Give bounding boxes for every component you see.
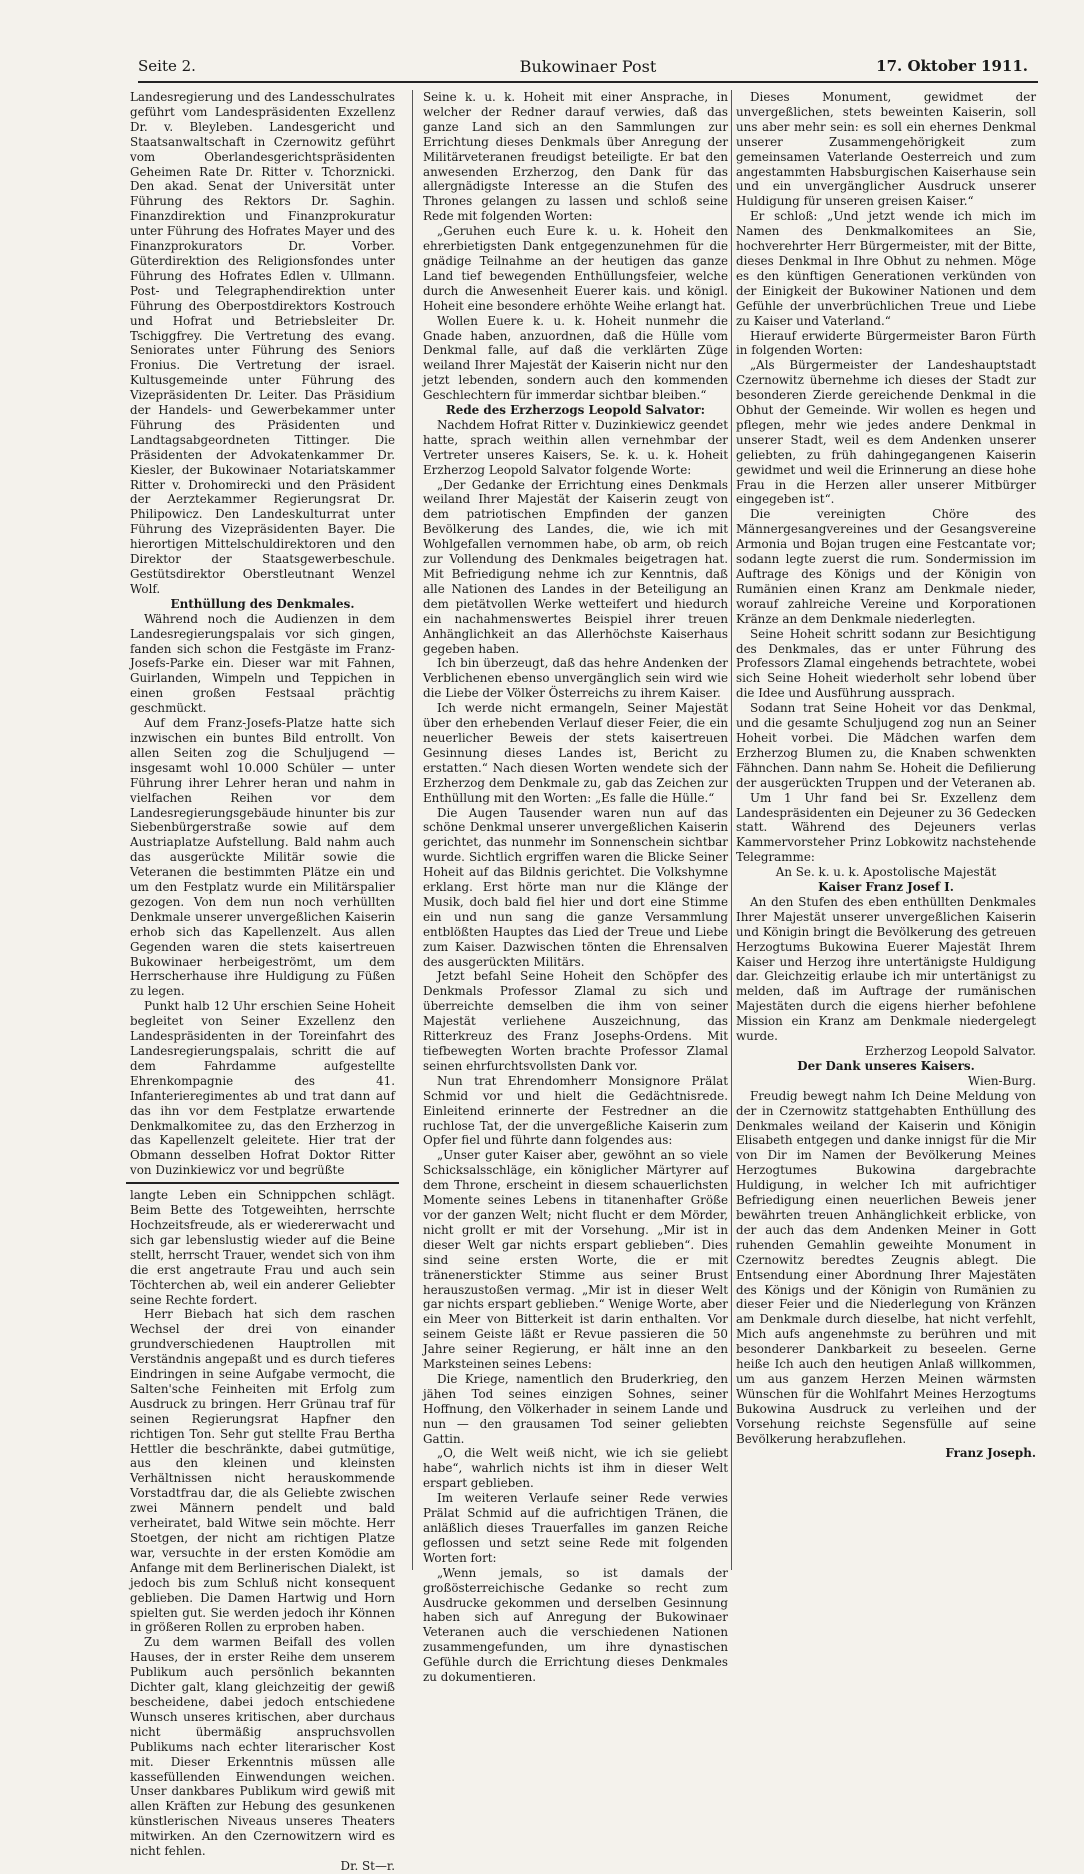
paragraph: Im weiteren Verlaufe seiner Rede verwies Prälat Schmid auf die aufrichtigen Tränen, die anläßlich dieses Trauerfalles im ganzen Reiche geflossen und setzt seine Rede mit folgenden Worten fort: xyxy=(423,1491,728,1565)
section-heading: Der Dank unseres Kaisers. xyxy=(797,1058,975,1073)
column-divider xyxy=(731,90,732,1570)
column-1 xyxy=(130,90,395,1873)
paragraph: Freudig bewegt nahm Ich Deine Meldung von der in Czernowitz stattgehabten Enthüllung des Denkmales weiland der Kaiserin und Königin Elisabeth entgegen und danke innigst für die Mir von Dir im Namen der Bevölkerung Meines Herzogtumes Bukowina dargebrachte Huldigung, in welcher Ich mit aufrichtiger Befriedigung einen neuerlichen Beweis jener bewährten treuen Anhänglichkeit erblicke, von der auch das dem Andenken Meiner in Gott ruhenden Gemahlin geweihte Monument in Czernowitz beredtes Zeugnis ablegt. Die Entsendung einer Abordnung Ihrer Majestäten des Königs und der Königin von Rumänien zu dieser Feier und die Niederlegung von Kränzen am Denkmale durch dieselbe, hat nicht verfehlt, Mich aufs angenehmste zu berühren und mit besonderer Dankbarkeit zu beseelen. Gerne heiße Ich auch den heutigen Anlaß willkommen, um aus ganzem Herzen Meinen wärmsten Wünschen für die Wohlfahrt Meines Herzogtums Bukowina Ausdruck zu verleihen und der Vorsehung reichste Segensfülle auf seine Bevölkerung herabzuflehen. xyxy=(736,1088,1036,1446)
paragraph: Während noch die Audienzen in dem Landesregierungspalais vor sich gingen, fanden sich schon die Festgäste im Franz-Josefs-Parke ein. Dieser war mit Fahnen, Guirlanden, Wimpeln und Teppichen in einen großen Festsaal prächtig geschmückt. xyxy=(130,611,395,716)
section-heading: Rede des Erzherzogs Leopold Salvator: xyxy=(445,403,706,418)
paragraph: Nun trat Ehrendomherr Monsignore Prälat Schmid vor und hielt die Gedächtnisrede. Einleitend erinnerte der Festredner an die ruchlose Tat, der die unvergeßliche Kaiserin zum Opfer fiel und führte dann folgendes aus: xyxy=(423,1073,728,1148)
page-header xyxy=(138,55,1038,83)
paragraph: „Wenn jemals, so ist damals der großösterreichische Gedanke so recht zum Ausdrucke gekommen und derselben Gesinnung haben sich auf Anregung der Bukowinaer Veteranen auch die verschiedenen Nationen zusammengefunden, um ihre dynastischen Gefühle durch die Errichtung dieses Denkmales zu dokumentieren. xyxy=(423,1565,728,1685)
telegram-signature: Franz Joseph. xyxy=(945,1446,1036,1461)
paragraph: Um 1 Uhr fand bei Sr. Exzellenz dem Landespräsidenten ein Dejeuner zu 36 Gedecken statt. Während des Dejeuners verlas Kammervorsteher Prinz Lobkowitz nachstehende Telegramme: xyxy=(736,790,1036,865)
paragraph: Ich werde nicht ermangeln, Seiner Majestät über den erhebenden Verlauf dieser Feier, die ein neuerlicher Beweis der stets kaisertreuen Gesinnung dieses Landes ist, Bericht zu erstatten.“ Nach diesen Worten wendete sich der Erzherzog dem Denkmale zu, gab das Zeichen zur Enthüllung mit den Worten: „Es falle die Hülle.“ xyxy=(423,701,728,805)
page-number: Seite 2. xyxy=(138,57,196,75)
section-divider xyxy=(126,1182,399,1184)
telegram-address: An Se. k. u. k. Apostolische Majestät xyxy=(775,865,997,880)
paragraph: Ich bin überzeugt, daß das hehre Andenken der Verblichenen ebenso unvergänglich sein wird wie die Liebe der Völker Österreichs zu ihrem Kaiser. xyxy=(423,656,728,701)
paragraph: Dieses Monument, gewidmet der unvergeßlichen, stets beweinten Kaiserin, soll uns aber mehr sein: es soll ein ehernes Denkmal unserer Zusammengehörigkeit zum gemeinsamen Vaterlande Oesterreich und zum angestammten Habsburgischen Kaiserhause sein und ein unvergänglicher Ausdruck unserer Huldigung für unseren greisen Kaiser.“ xyxy=(736,90,1036,209)
paragraph: Punkt halb 12 Uhr erschien Seine Hoheit begleitet von Seiner Exzellenz den Landespräsidenten in der Toreinfahrt des Landesregierungspalais, schritt die auf dem Fahrdamme aufgestellte Ehrenkompagnie des 41. Infanterieregimentes ab und trat dann auf das ihn vor dem Festplatze erwartende Denkmalkomitee zu, das den Erzherzog in das Kapellenzelt geleitete. Hier trat der Obmann desselben Hofrat Doktor Ritter von Duzinkiewicz vor und begrüßte xyxy=(130,999,395,1178)
section-heading: Kaiser Franz Josef I. xyxy=(818,880,954,895)
paragraph: Er schloß: „Und jetzt wende ich mich im Namen des Denkmalkomitees an Sie, hochverehrter Herr Bürgermeister, mit der Bitte, dieses Denkmal in Ihre Obhut zu nehmen. Möge es den künftigen Generationen verkünden von der Einigkeit der Bukowiner Nationen und dem Gefühle der unverbrüchlichen Treue und Liebe zu Kaiser und Vaterland.“ xyxy=(736,209,1036,328)
paragraph: Herr Biebach hat sich dem raschen Wechsel der drei von einander grundverschiedenen Hauptrollen mit Verständnis angepaßt und es durch tieferes Eindringen in seine Aufgabe vermocht, die Salten'sche Feinheiten mit Erfolg zum Ausdruck zu bringen. Herr Grünau traf für seinen Regierungsrat Hapfner den richtigen Ton. Sehr gut stellte Frau Bertha Hettler die beschränkte, dabei gutmütige, aus den kleinen und kleinsten Verhältnissen nicht herauskommende Vorstadtfrau dar, die als Geliebte zwischen zwei Männern pendelt und bald verheiratet, bald Witwe sein möchte. Herr Stoetgen, der nicht am richtigen Platze war, versuchte in der ersten Komödie am Anfange mit dem Berlinerischen Dialekt, ist jedoch bis zum Schluß nicht konsequent geblieben. Die Damen Hartwig und Horn spielten gut. Sie werden jedoch ihr Können in größeren Rollen zu erproben haben. xyxy=(130,1307,395,1635)
newspaper-title: Bukowinaer Post xyxy=(519,57,657,76)
paragraph: Seine k. u. k. Hoheit mit einer Ansprache, in welcher der Redner darauf verwies, daß das ganze Land sich an den Sammlungen zur Errichtung dieses Denkmals über Anregung der Militärveteranen freudigst beteiligte. Er bat den anwesenden Erzherzog, den Dank für das allergnädigste Interesse an die Stufen des Thrones gelangen zu lassen und schloß seine Rede mit folgenden Worten: xyxy=(423,90,728,224)
section-heading: Enthüllung des Denkmales. xyxy=(170,596,355,611)
issue-date: 17. Oktober 1911. xyxy=(876,57,1028,75)
column-3 xyxy=(736,90,1036,1560)
paragraph: Die Augen Tausender waren nun auf das schöne Denkmal unserer unvergeßlichen Kaiserin gerichtet, das nunmehr im Sonnenschein sichtbar wurde. Sichtlich ergriffen waren die Blicke Seiner Hoheit auf das Bildnis gerichtet. Die Volkshymne erklang. Erst hörte man nur die Klänge der Musik, doch bald fiel hier und dort eine Stimme ein und nun sang die ganze Versammlung entblößten Hauptes das Lied der Treue und Liebe zum Kaiser. Dazwischen tönten die Ehrensalven des ausgerückten Militärs. xyxy=(423,805,728,969)
paragraph: Sodann trat Seine Hoheit vor das Denkmal, und die gesamte Schuljugend zog nun an Seiner Hoheit vorbei. Die Mädchen warfen dem Erzherzog Blumen zu, die Knaben schwenkten Fähnchen. Dann nahm Se. Hoheit die Defilierung der ausgerückten Truppen und der Veteranen ab. xyxy=(736,701,1036,790)
column-divider xyxy=(412,90,413,1570)
paragraph: „Der Gedanke der Errichtung eines Denkmals weiland Ihrer Majestät der Kaiserin zeugt von dem patriotischen Empfinden der ganzen Bevölkerung des Landes, die, wie ich mit Wohlgefallen vernommen habe, ob arm, ob reich zur Vollendung des Denkmales beigetragen hat. Mit Befriedigung nehme ich zur Kenntnis, daß alle Nationen des Landes in der Beteiligung an dem pietätvollen Werke wetteifert und hiedurch ein nachahmenswertes Beispiel ihrer treuen Anhänglichkeit an das Allerhöchste Kaiserhaus gegeben haben. xyxy=(423,477,728,656)
paragraph: Die Kriege, namentlich den Bruderkrieg, den jähen Tod seines einzigen Sohnes, seiner Hoffnung, den Völkerhader in seinem Lande und nun — den grausamen Tod seiner geliebten Gattin. xyxy=(423,1371,728,1446)
paragraph: „Als Bürgermeister der Landeshauptstadt Czernowitz übernehme ich dieses der Stadt zur besonderen Zierde gereichende Denkmal in die Obhut der Gemeinde. Wir wollen es hegen und pflegen, mehr wie jedes andere Denkmal in unserer Stadt, weil es dem Andenken unserer geliebten, zu früh dahingegangenen Kaiserin gewidmet und weil die Erinnerung an diese hohe Frau in die Herzen aller unserer Mitbürger eingegeben ist“. xyxy=(736,358,1036,507)
author-signature: Dr. St—r. xyxy=(340,1858,395,1873)
paragraph: Wollen Euere k. u. k. Hoheit nunmehr die Gnade haben, anzuordnen, daß die Hülle vom Denkmal falle, auf daß die verklärten Züge weiland Ihrer Majestät der Kaiserin nicht nur den jetzt lebenden, sondern auch den kommenden Geschlechtern für immerdar sichtbar bleiben.“ xyxy=(423,313,728,403)
paragraph: Auf dem Franz-Josefs-Platze hatte sich inzwischen ein buntes Bild entrollt. Von allen Seiten zog die Schuljugend — insgesamt wohl 10.000 Schüler — unter Führung ihrer Lehrer heran und nahm in vielfachen Reihen vor dem Landesregierungsgebäude hinunter bis zur Siebenbürgerstraße sowie auf dem Austriaplatze Aufstellung. Bald nahm auch das ausgerückte Militär sowie die Veteranen die bestimmten Plätze ein und um den Festplatz wurde ein Militärspalier gezogen. Von dem nun noch verhüllten Denkmale unserer unvergeßlichen Kaiserin erhob sich das Kapellenzelt. Aus allen Gegenden waren die stets kaisertreuen Bukowinaer herbeigeströmt, um dem Herrscherhause ihre Huldigung zu Füßen zu legen. xyxy=(130,716,395,999)
paragraph: „Unser guter Kaiser aber, gewöhnt an so viele Schicksalsschläge, ein königlicher Märtyrer auf dem Throne, erscheint in diesem schauerlichsten Momente seines Lebens in titanenhafter Größe vor der ganzen Welt; nicht flucht er dem Mörder, nicht grollt er mit der Vorsehung. „Mir ist in dieser Welt gar nichts erspart geblieben“. Dies sind seine ersten Worte, die er mit tränenerstickter Stimme aus seiner Brust herauszustoßen vermag. „Mir ist in dieser Welt gar nichts erspart geblieben.“ Wenige Worte, aber ein Meer von Bitterkeit ist darin enthalten. Vor seinem Geiste läßt er Revue passieren die 50 Jahre seiner Regierung, er hält inne an den Marksteinen seines Lebens: xyxy=(423,1148,728,1372)
paragraph: Landesregierung und des Landesschulrates geführt vom Landespräsidenten Exzellenz Dr. v. Bleyleben. Landesgericht und Staatsanwaltschaft in Czernowitz geführt vom Oberlandesgerichtspräsidenten Geheimen Rate Dr. Ritter v. Tchorznicki. Den akad. Senat der Universität unter Führung des Rektors Dr. Saghin. Finanzdirektion und Finanzprokuratur unter Führung des Hofrates Mayer und des Finanzprokurators Dr. Vorber. Güterdirektion des Religionsfondes unter Führung des Hofrates Edlen v. Ullmann. Post- und Telegraphendirektion unter Führung des Oberpostdirektors Kostrouch und Hofrat und Betriebsleiter Dr. Tschiggfrey. Die Vertretung des evang. Seniorates unter Führung des Seniors Fronius. Die Vertretung der israel. Kultusgemeinde unter Führung des Vizepräsidenten Dr. Leiter. Das Präsidium der Handels- und Gewerbekammer unter Führung des Präsidenten und Landtagsabgeordneten Tittinger. Die Präsidenten der Advokatenkammer Dr. Kiesler, der Bukowinaer Notariatskammer Ritter v. Drohomirecki und den Präsident der Aerztekammer Regierungsrat Dr. Philipowicz. Den Landeskulturrat unter Führung des Vizepräsidenten Bayer. Die hierortigen Mittelschuldirektoren und den Direktor der Staatsgewerbeschule. Gestütsdirektor Oberstleutnant Wenzel Wolf. xyxy=(130,90,395,596)
paragraph: Seine Hoheit schritt sodann zur Besichtigung des Denkmales, das er unter Führung des Professors Zlamal eingehends betrachtete, wobei sich Seine Hoheit wiederholt sehr lobend über die Idee und Ausführung aussprach. xyxy=(736,626,1036,701)
paragraph: Die vereinigten Chöre des Männergesangvereines und der Gesangsvereine Armonia und Bojan trugen eine Festcantate vor; sodann legte zuerst die rum. Sondermission im Auftrage des Königs und der Königin von Rumänien einen Kranz am Denkmale nieder, worauf zahlreiche Vereine und Korporationen Kränze an dem Denkmale niederlegten. xyxy=(736,507,1036,626)
paragraph: langte Leben ein Schnippchen schlägt. Beim Bette des Totgeweihten, herrschte Hochzeitsfreude, als er wiedererwacht und sich gar lebenslustig wieder auf die Beine stellt, herrscht Trauer, wendet sich von ihm die erst angetraute Frau und auch sein Töchterchen ab, weil ein anderer Geliebter seine Rechte fordert. xyxy=(130,1188,395,1307)
paragraph: Jetzt befahl Seine Hoheit den Schöpfer des Denkmals Professor Zlamal zu sich und überreichte demselben die ihm von seiner Majestät verliehene Auszeichnung, das Ritterkreuz des Franz Josephs-Ordens. Mit tiefbewegten Worten brachte Professor Zlamal seinen ehrfurchtsvollsten Dank vor. xyxy=(423,969,728,1073)
paragraph: Nachdem Hofrat Ritter v. Duzinkiewicz geendet hatte, sprach weithin allen vernehmbar der Vertreter unseres Kaisers, Se. k. u. k. Hoheit Erzherzog Leopold Salvator folgende Worte: xyxy=(423,417,728,477)
telegram-signature: Erzherzog Leopold Salvator. xyxy=(865,1044,1036,1058)
paragraph: Hierauf erwiderte Bürgermeister Baron Fürth in folgenden Worten: xyxy=(736,328,1036,358)
paragraph: „Geruhen euch Eure k. u. k. Hoheit den ehrerbietigsten Dank entgegenzunehmen für die gnädige Teilnahme an der heutigen das ganze Land tief bewegenden Enthüllungsfeier, welche durch die Anwesenheit Euerer kais. und königl. Hoheit eine besondere erhöhte Weihe erlangt hat. xyxy=(423,224,728,313)
paragraph: An den Stufen des eben enthüllten Denkmales Ihrer Majestät unserer unvergeßlichen Kaiserin und Königin bringt die Bevölkerung des getreuen Herzogtums Bukowina Euerer Majestät Ihrem Kaiser und Herzog ihre untertänigste Huldigung dar. Gleichzeitig erlaube ich mir untertänigst zu melden, daß im Auftrage der rumänischen Majestäten durch die eigens hierher befohlene Mission ein Kranz am Denkmale niedergelegt wurde. xyxy=(736,894,1036,1044)
telegram-place: Wien-Burg. xyxy=(968,1073,1036,1088)
column-2 xyxy=(423,90,728,1685)
paragraph: Zu dem warmen Beifall des vollen Hauses, der in erster Reihe dem unserem Publikum auch persönlich bekannten Dichter galt, klang gleichzeitig der gewiß bescheidene, dabei jedoch entschiedene Wunsch unseres kritischen, aber durchaus nicht übermäßig anspruchsvollen Publikums nach echter literarischer Kost mit. Dieser Erkenntnis müssen alle kassefüllenden Einwendungen weichen. Unser dankbares Publikum wird gewiß mit allen Kräften zur Hebung des gesunkenen künstlerischen Niveaus unseres Theaters mitwirken. An den Czernowitzern wird es nicht fehlen. xyxy=(130,1635,395,1859)
paragraph: „O, die Welt weiß nicht, wie ich sie geliebt habe“, wahrlich nichts ist ihm in dieser Welt erspart geblieben. xyxy=(423,1446,728,1491)
